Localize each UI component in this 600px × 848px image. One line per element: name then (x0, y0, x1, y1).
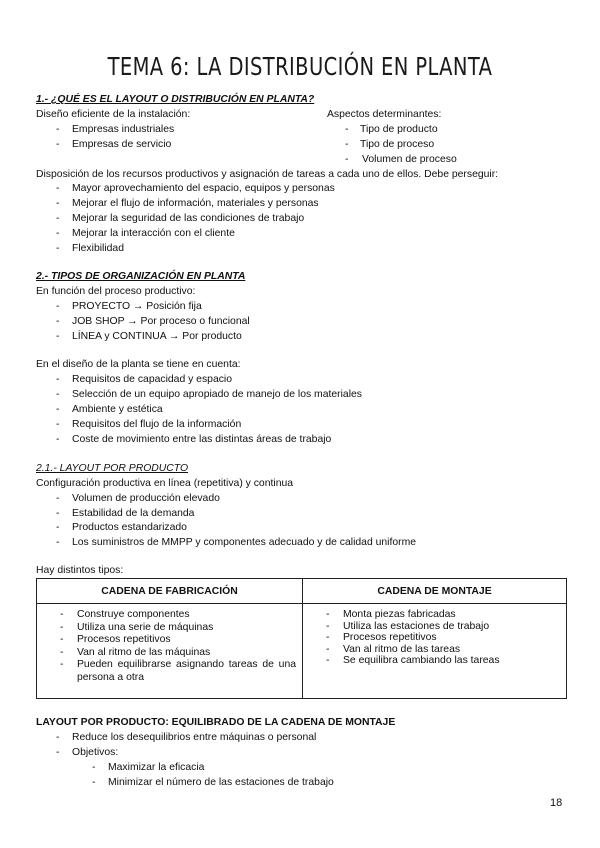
goals-intro: Disposición de los recursos productivos y asignación de tareas a cada uno de ellos. Debe perseguir: (36, 169, 499, 180)
list-item: - (56, 228, 60, 239)
table-row: - Utiliza las estaciones de trabajo (326, 620, 490, 632)
table-row: - Van al ritmo de las tareas (326, 643, 461, 655)
aspect-item-3: Volumen de proceso (362, 154, 457, 165)
list-item: - (56, 732, 60, 743)
type-item-1: PROYECTO → Posición fija (72, 301, 202, 312)
list-item: - (56, 747, 60, 758)
table-row: - Se equilibra cambiando las tareas (326, 655, 500, 667)
mon-item-3: Procesos repetitivos (343, 632, 437, 644)
table-cell-fabricacion (37, 604, 303, 699)
list-item: - (56, 522, 60, 533)
table-row: - Monta piezas fabricadas (326, 609, 456, 620)
list-item: - (56, 508, 60, 519)
comparison-table (36, 578, 567, 699)
section-2-1-heading: 2.1.- LAYOUT POR PRODUCTO (36, 463, 189, 474)
types-label: Hay distintos tipos: (36, 565, 124, 576)
aspect-item-1: Tipo de producto (360, 124, 438, 135)
table-row: - Utiliza una serie de máquinas (60, 621, 214, 633)
table-row: - Van al ritmo de las máquinas (60, 646, 211, 658)
page-number: 18 (550, 797, 563, 809)
fab-item-4: Van al ritmo de las máquinas (77, 646, 211, 658)
objective-item-2: Minimizar el número de las estaciones de trabajo (108, 777, 334, 788)
list-item: - (56, 213, 60, 224)
list-item: - (56, 243, 60, 254)
install-item-2: Empresas de servicio (72, 139, 172, 150)
install-item-1: Empresas industriales (72, 124, 175, 135)
balance-item-2: Objetivos: (72, 747, 119, 758)
type-item-2: JOB SHOP → Por proceso o funcional (72, 316, 250, 327)
goal-item-2: Mejorar el flujo de información, materiales y personas (72, 198, 319, 209)
list-item: - (56, 198, 60, 209)
table-row: - Procesos repetitivos (60, 634, 171, 646)
table-row: - Construye componentes (60, 609, 190, 620)
config-item-4: Los suministros de MMPP y componentes adecuado y de calidad uniforme (72, 537, 417, 548)
fab-item-3: Procesos repetitivos (77, 634, 171, 646)
list-item: - (56, 493, 60, 504)
goal-item-5: Flexibilidad (72, 243, 124, 254)
aspect-item-2: Tipo de proceso (360, 139, 435, 150)
section-3-heading: LAYOUT POR PRODUCTO: EQUILIBRADO DE LA CADENA DE MONTAJE (36, 717, 396, 728)
aspects-label: Aspectos determinantes: (327, 109, 442, 120)
list-item: - (56, 434, 60, 445)
table-row: - Procesos repetitivos (326, 632, 437, 644)
install-label: Diseño eficiente de la instalación: (36, 109, 191, 120)
design-item-4: Requisitos del flujo de la información (72, 419, 242, 430)
list-item: - (56, 316, 60, 327)
list-item: - (345, 124, 349, 135)
list-item: - (56, 374, 60, 385)
goal-item-3: Mejorar la seguridad de las condiciones de trabajo (72, 213, 305, 224)
list-item: - (92, 777, 96, 788)
list-item: - (56, 537, 60, 548)
balance-item-1: Reduce los desequilibrios entre máquinas o personal (72, 732, 317, 743)
section-2-heading: 2.- TIPOS DE ORGANIZACIÓN EN PLANTA (36, 271, 246, 282)
config-item-3: Productos estandarizado (72, 522, 187, 533)
section-1-heading: 1.- ¿QUÉ ES EL LAYOUT O DISTRIBUCIÓN EN PLANTA? (36, 94, 315, 105)
list-item: - (56, 139, 60, 150)
list-item: - (56, 404, 60, 415)
table-header-fabricacion: CADENA DE FABRICACIÓN (37, 579, 303, 604)
design-item-1: Requisitos de capacidad y espacio (72, 374, 232, 385)
page-title: TEMA 6: LA DISTRIBUCIÓN EN PLANTA (107, 52, 493, 81)
table-header-montaje: CADENA DE MONTAJE (303, 579, 567, 604)
fab-item-5: Pueden equilibrarse asignando tareas de una persona a otra (77, 659, 296, 683)
table-cell-montaje (303, 604, 567, 699)
list-item: - (56, 331, 60, 342)
goal-item-1: Mayor aprovechamiento del espacio, equipos y personas (72, 183, 335, 194)
mon-item-1: Monta piezas fabricadas (343, 609, 456, 620)
design-item-2: Selección de un equipo apropiado de manejo de los materiales (72, 389, 362, 400)
list-item: - (56, 389, 60, 400)
fab-item-1: Construye componentes (77, 609, 190, 620)
goal-item-4: Mejorar la interacción con el cliente (72, 228, 235, 239)
list-item: - (56, 124, 60, 135)
config-item-1: Volumen de producción elevado (72, 493, 220, 504)
mon-item-5: Se equilibra cambiando las tareas (343, 655, 500, 667)
list-item: - (56, 419, 60, 430)
config-item-2: Estabilidad de la demanda (72, 508, 195, 519)
design-item-3: Ambiente y estética (72, 404, 163, 415)
design-intro: En el diseño de la planta se tiene en cuenta: (36, 359, 241, 370)
list-item: - (56, 301, 60, 312)
mon-item-4: Van al ritmo de las tareas (343, 643, 461, 655)
process-intro: En función del proceso productivo: (36, 286, 196, 297)
objective-item-1: Maximizar la eficacia (108, 762, 205, 773)
fab-item-2: Utiliza una serie de máquinas (77, 621, 214, 633)
table-row: - Pueden equilibrarse asignando tareas de una persona a otra (60, 659, 296, 683)
list-item: - (345, 139, 349, 150)
config-intro: Configuración productiva en línea (repetitiva) y continua (36, 478, 294, 489)
type-item-3: LÍNEA y CONTINUA → Por producto (72, 331, 242, 342)
list-item: - (92, 762, 96, 773)
mon-item-2: Utiliza las estaciones de trabajo (343, 620, 490, 632)
list-item: - (56, 183, 60, 194)
design-item-5: Coste de movimiento entre las distintas áreas de trabajo (72, 434, 332, 445)
list-item: - (345, 154, 349, 165)
